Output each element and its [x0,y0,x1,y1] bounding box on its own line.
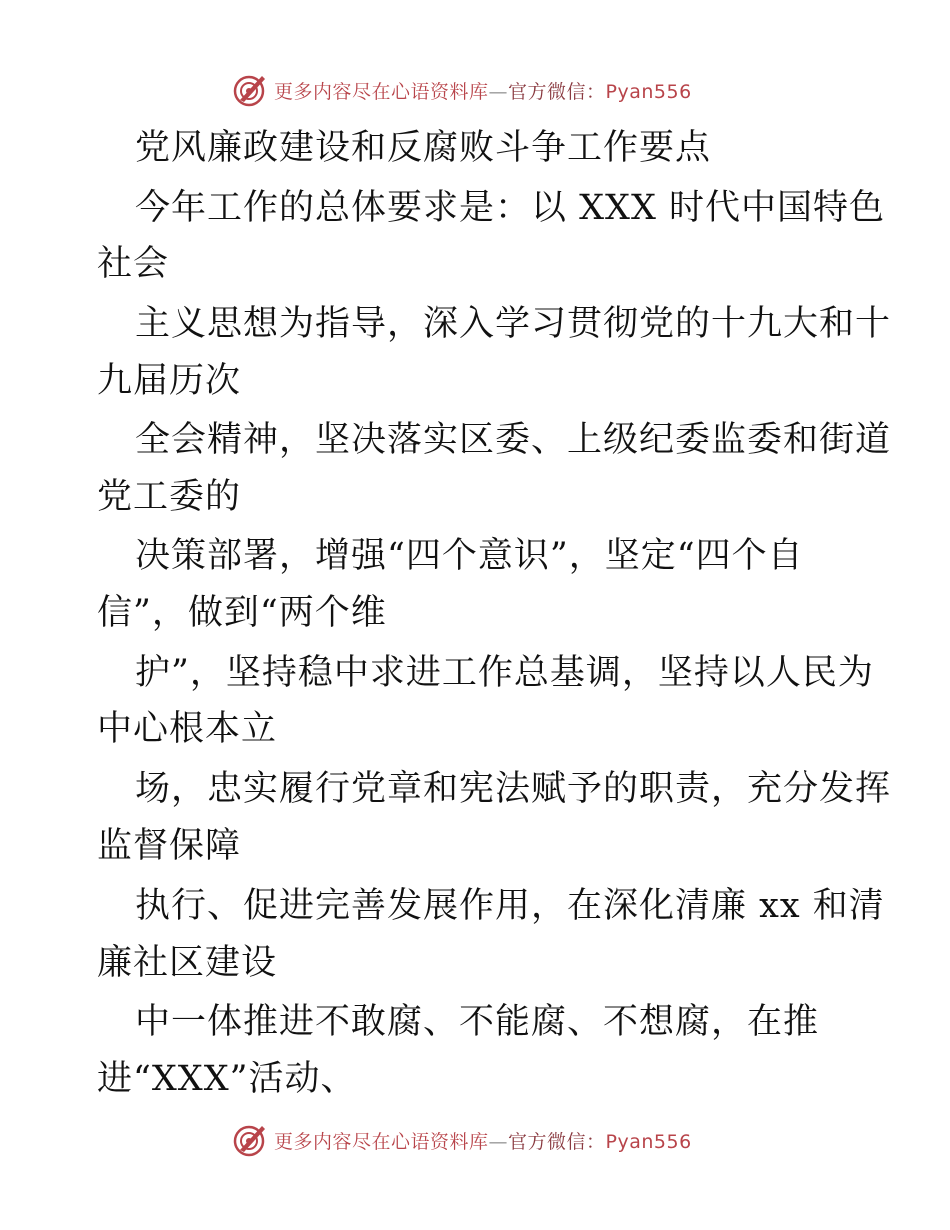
watermark-banner-top [232,70,692,110]
watermark-separator: — [488,80,509,103]
paragraph-line: 监督保障 [97,826,242,866]
paragraph-line: 场，忠实履行党章和宪法赋予的职责，充分发挥 [135,769,892,809]
paragraph-line: 信”，做到“两个维 [97,593,387,633]
watermark-text [274,77,692,104]
watermark-wechat-id: Pyan556 [605,80,692,103]
paragraph-line: 中一体推进不敢腐、不能腐、不想腐，在推 [135,1002,820,1042]
paragraph-line: 社会 [97,244,170,284]
watermark-banner-bottom [232,1120,692,1160]
paragraph-line: 中心根本立 [97,709,278,749]
paragraph-line: 党工委的 [97,477,242,517]
watermark-site-text: 更多内容尽在心语资料库 [274,1130,489,1153]
paragraph-line: 今年工作的总体要求是：以 XXX 时代中国特色 [135,188,886,228]
brush-logo-icon [232,72,268,108]
watermark-site-text: 更多内容尽在心语资料库 [274,80,489,103]
brush-logo-icon [232,1122,268,1158]
watermark-wechat-id: Pyan556 [605,1130,692,1153]
paragraph-line: 决策部署，增强“四个意识”，坚定“四个自 [135,536,804,576]
watermark-wechat-label: 官方微信： [508,80,606,103]
paragraph-line: 九届历次 [97,361,242,401]
paragraph-line: 护”，坚持稳中求进工作总基调，坚持以人民为 [135,653,874,693]
watermark-separator: — [488,1130,509,1153]
paragraph-line: 进“XXX”活动、 [97,1059,357,1099]
paragraph-line: 全会精神，坚决落实区委、上级纪委监委和街道 [135,420,892,460]
paragraph-line: 执行、促进完善发展作用，在深化清廉 xx 和清 [135,886,885,926]
paragraph-line: 主义思想为指导，深入学习贯彻党的十九大和十 [135,304,892,344]
watermark-wechat-label: 官方微信： [508,1130,606,1153]
paragraph-line: 廉社区建设 [97,943,278,983]
watermark-text [274,1127,692,1154]
document-title: 党风廉政建设和反腐败斗争工作要点 [135,128,712,168]
